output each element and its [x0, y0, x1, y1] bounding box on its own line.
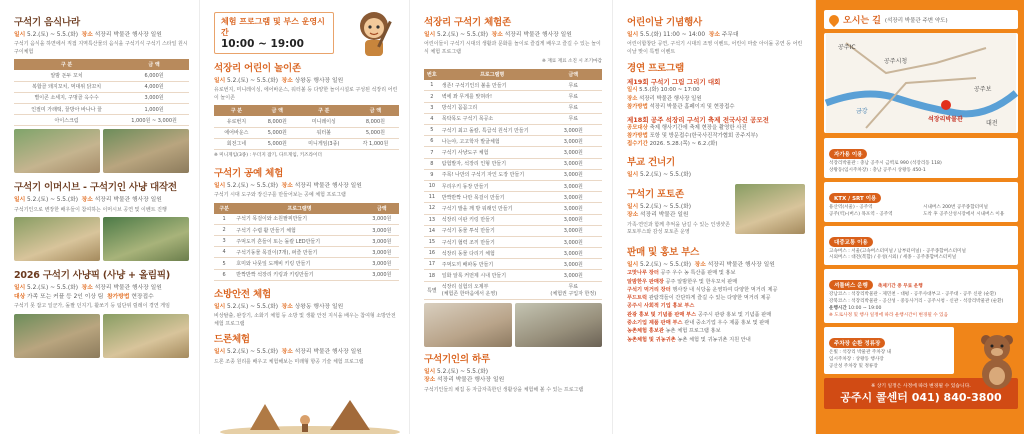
section-contest: 경연 프로그램 제19회 구석기 그림 그리기 대회 일시 5.5.(화) 10:00 ~ 17:00 장소 석장리 박물관 행사장 일원 참가방법 석장리 박물관 홈페이지 및 현장접수 제18회 공주 석장리 구석기 축제 전국사진 공모전 공모대상 축제 행사기간에 축제 현장을 촬영한 사진 참가방법 포항 및 방문접수(한국사진작가협회 공주지부) 접수기간 2026. 5.28.(목) ~ 6.2.(화): [627, 60, 805, 148]
photo: [103, 314, 189, 358]
table-row: 1 구석기 목걸이와 소원팔찌만들기 3,000원: [214, 214, 399, 225]
bus-info: 대중교통 이용 고속버스 : 서울(고속버스터미널 / 남부터미널) - 공주종합버스터미널 시외버스 : 대전(복합) / 유성(시외) / 세종 - 공주종합버스터미널: [824, 226, 1018, 266]
map-label: 석장리박물관: [928, 116, 963, 123]
map-label: 공주보: [974, 86, 992, 93]
call-center-box: ※ 상기 일정은 사정에 따라 변경될 수 있습니다. 공주시 콜센터 041) 840-3800: [824, 378, 1018, 409]
children-title: 어린이날 기념행사: [627, 17, 702, 28]
section-drone: 드론체험 일시 5.2.(토) ~ 5.5.(화) 장소 석장리 박물관 행사장 일원 드론 조종 원리를 배우고 체험해보는 미래형 항공 기술 체험 프로그램: [214, 331, 399, 366]
table-row: 11 반짝반짝 나만 목걸이 만들기 3,000원: [424, 192, 602, 203]
photozone-photo: [735, 184, 805, 234]
table-row: 9 주목! 나만의 구석기 자인 도장 만들기 3,000원: [424, 169, 602, 180]
food-photos: [14, 129, 189, 173]
table-row: 유로번지 8,000원 미니레이싱 8,000원: [214, 116, 399, 127]
table-row: 특별 석장리 실험의 오제부 (체험존 한마음에서 운영) 무료 (체험권 구입자 한정): [424, 281, 602, 299]
bear-mascot-icon: [974, 330, 1020, 390]
table-row: 6 반짝반짝 석장리 키링과 키링만들기 3,000원: [214, 269, 399, 280]
table-row: 회전그네 5,000원 미니게임(3종) 각 1,000원: [214, 138, 399, 149]
table-row: 아이스크림 1,000원 ~ 3,000원: [14, 115, 189, 126]
zone-photos: [424, 303, 602, 347]
table-row: 인절미 가래떡, 꿀방아 바나나 꿀 1,000원: [14, 103, 189, 114]
table-row: 3 방석기 꼼꼼그리 무료: [424, 102, 602, 113]
list-item: 푸드트럭 관람객들이 간단하게 즐길 수 있는 다양한 먹거리 제공: [627, 295, 771, 302]
parking-info: 주차장 순환 정류장 온빛 : 석장리 박물관 주차장 내 임시주차장 : 상왕동 행사장 공산성 주차장 및 정류장: [824, 327, 954, 374]
table-row: 에어바운스 5,000원 워터볼 5,000원: [214, 127, 399, 138]
table-row: 알밤 돈두 꼬치 6,000원: [14, 70, 189, 81]
sales-title: 판매 및 홍보 부스: [627, 246, 700, 258]
metaverse-title: 구석기 이머시브 - 구석기인 사냥 대작전: [14, 182, 177, 194]
column-directions: [816, 0, 1024, 434]
table-row: 4 구석기동물 목걸이(7개), 퍼즐 만들기 3,000원: [214, 247, 399, 258]
fire-title: 소방안전 체험: [214, 288, 271, 300]
ktx-info: KTX / SRT 이용 용산역(서울) - 공주역 공주(역)-(버스) 목포역 - 공주역 시내버스 200번 공주종합터미널 도착 후 공주산성시장에서 시내버스 이용: [824, 182, 1018, 222]
oneday-title: 구석기인의 하루: [424, 353, 490, 365]
caveman-mascot-icon: [349, 6, 399, 62]
table-row: 14 구석기 동물 투석 만들기 3,000원: [424, 225, 602, 236]
list-item: 중소기업 제품 판매 부스 관내 중소기업 우수 제품 홍보 및 판매: [627, 320, 770, 327]
section-picnic: 2026 구석기 사냥픽 (사냥 + 올림픽) 일시 5.2.(토) ~ 5.5.(화) 장소 석장리 박물관 행사장 일원 대상 가족 또는 커플 등 2인 이상 팀 참가방법 현장접수 구석기 못 잡고 일군가, 돌팔 던지기, 활쏘기 등 팀단위 릴레이 경연 게임: [14, 267, 189, 357]
section-craft: 구석기 공예 체험 일시 5.2.(토) ~ 5.5.(화) 장소 석장리 박물관 행사장 일원 구석기 시대 도구와 장신구를 만들어보는 공예 체험 프로그램 구분 프로그램명 금액 1 구석기 목걸이와 소원팔찌만들기 3,000원 2 구석기 수렵 활 만들기 체험 3,000원 3 주먹도끼 흔들이 또는 돌칼 LED만들기 3,000원 4 구석기동물 목걸이(7개), 퍼즐 만들기 3,000원 5 호미와 나뭇잎 도깨비 키링 만들기 3,000원 6 반짝반짝 석장리 키링과 키링만들기 3,000원: [214, 165, 399, 281]
zone-title: 석장리 구석기 체험존: [424, 17, 512, 28]
list-item: 농촌체험 홍보관 농촌 체험 프로그램 홍보: [627, 328, 721, 335]
table-row: 10 무리우키 동장 만들기 3,000원: [424, 180, 602, 191]
photo: [14, 217, 100, 261]
table-row: 5 구석기 최고 돌칼, 특급석 원석기 만들기 3,000원: [424, 125, 602, 136]
section-oneday: 구석기인의 하루 일시 5.2.(토) ~ 5.5.(화) 장소 석장리 박물관 행사장 일원 구석기인들의 채집 등 자급자족한던 생활상을 체험해 볼 수 있는 프로그램: [424, 351, 602, 394]
table-row: 13 석장리 이판 키링 만들기 3,000원: [424, 214, 602, 225]
table-row: 18 일화 알록 커먼제 시내 만들기 3,000원: [424, 270, 602, 281]
list-item: 구석기 먹거리 장터 행사장 내 식당을 운영하여 다양한 먹거리 제공: [627, 286, 778, 293]
photo: [103, 217, 189, 261]
list-item: 알밤한우 판매장 공주 알밤한우 및 한우꼬치 판매: [627, 278, 738, 285]
picnic-photos: [14, 314, 189, 358]
section-fire: 소방안전 체험 일시 5.2.(토) ~ 5.5.(화) 장소 상왕동 행사장 일원 비상탈출, 완강기, 소화기 체험 등 소방 및 생활 안전 지식을 배우는 참여형 소방안전 체험 프로그램: [214, 286, 399, 328]
bridge-title: 부교 건너기: [627, 156, 675, 168]
section-kids: 석장리 어린이 놀이존 일시 5.2.(토) ~ 5.5.(화) 장소 상왕동 행사장 일원 유로번지, 미니레이싱, 에어바운스, 워터볼 등 다양한 놀이시설로 구성된 석장리 어린이 놀이존 구 분 금 액 구 분 금 액 유로번지 8,000원 미니레이싱 8,000원 에어바운스 5,000원 워터볼 5,000원 회전그네 5,000원 미니게임(3종) 각 1,000원 ※ 미니게임(3종) : 두더지 잡기, 다트게임, 키즈라이더: [214, 60, 399, 160]
list-item: 고맛나루 장터 공주 우수 농 특산품 판매 및 홍보: [627, 270, 736, 277]
table-row: 5 호미와 나뭇잎 도깨비 키링 만들기 3,000원: [214, 258, 399, 269]
section-photozone: 구석기 포토존 일시 5.2.(토) ~ 5.5.(화) 장소 석장리 박물관 일원 가족·연인과 함께 추억을 남길 수 있는 인생샷존 포토부스와 감성 포토존 운영: [627, 184, 805, 240]
table-row: 7 구석기 사냥도구 체험 3,000원: [424, 147, 602, 158]
table-row: 3 주먹도끼 흔들이 또는 돌칼 LED만들기 3,000원: [214, 236, 399, 247]
column-experience: [200, 0, 410, 434]
operation-time-box: 체험 프로그램 및 부스 운영시간 10:00 ~ 19:00: [214, 12, 334, 54]
shuttle-info: 셔틀버스 운행 축제기간 중 무료 운행 강남코스 : 석장리박물관 - 제민천 - 대평 - 공주사대부고 - 공주대 - 공주 신관 (순환) 강북코스 : 석장리박물관 - 공산성 - 중동사거리 - 공주시청 - 신관 - 석장리박물관 (순환) 운행시간 10:00 ~ 19:00 ※ 도로사정 및 행사 일정에 따라 운행시간이 변경될 수 있음: [824, 269, 1018, 323]
table-row: 16 석장리 동물 다리기 체험 3,000원: [424, 248, 602, 259]
table-row: 2 벽에 꽈 무게를 맞혀라! 무료: [424, 91, 602, 102]
photozone-title: 구석기 포토존: [627, 189, 684, 201]
map-label: 대전: [986, 120, 998, 127]
metaverse-photos: [14, 217, 189, 261]
drone-title: 드론체험: [214, 334, 250, 346]
food-desc: 구석기 음식을 하면에서 직접 지역특산물의 음식을 구석기식 구석기 스타일 원시 구이체험: [14, 41, 188, 55]
photo: [14, 314, 100, 358]
map-label: 공주시청: [884, 58, 908, 65]
car-info: 자가용 이용 석장리박물관 : 충남 공주시 금벽로 990 (석장리동 118) 상왕동(임시주차장) : 충남 공주시 상왕동 450-1: [824, 138, 1018, 178]
table-row: 15 구석기 협력 조끼 만들기 3,000원: [424, 236, 602, 247]
photo: [103, 129, 189, 173]
stall-list: [627, 269, 805, 344]
location-map: [824, 33, 1018, 133]
operation-time: 10:00 ~ 19:00: [221, 38, 304, 50]
photo: [424, 303, 512, 347]
table-row: 8 탐험발자, 석장리 인형 만들기 3,000원: [424, 158, 602, 169]
photo: [14, 129, 100, 173]
photo: [515, 303, 603, 347]
call-center-name: 공주시 콜센터: [840, 390, 908, 404]
section-bridge: 부교 건너기 일시 5.2.(토) ~ 5.5.(화): [627, 154, 805, 179]
craft-title: 구석기 공예 체험: [214, 167, 284, 179]
kids-price-table: 구 분 금 액 구 분 금 액 유로번지 8,000원 미니레이싱 8,000원 에어바운스 5,000원 워터볼 5,000원 회전그네 5,000원 미니게임(3종) 각 1,000원: [214, 105, 399, 150]
directions-header: 오시는 길 (석장리 박물관 주변 약도): [824, 10, 1018, 29]
craft-table: 구분 프로그램명 금액 1 구석기 목걸이와 소원팔찌만들기 3,000원 2 구석기 수렵 활 만들기 체험 3,000원 3 주먹도끼 흔들이 또는 돌칼 LED만들기 3,000원 4 구석기동물 목걸이(7개), 퍼즐 만들기 3,000원 5 호미와 나뭇잎 도깨비 키링 만들기 3,000원 6 반짝반짝 석장리 키링과 키링만들기 3,000원: [214, 203, 399, 281]
list-item: 관광 홍보 및 기념품 판매 부스 공주시 관광 홍보 및 기념품 판매: [627, 311, 772, 318]
section-food: 구석기 음식나라 일시 5.2.(토) ~ 5.5.(화) 장소 석장리 박물관 행사장 일원 구석기 음식을 하면에서 직접 지역특산물의 음식을 구석기식 구석기 스타일 원시 구이체험 구 분 금 액 알밤 돈두 꼬치 6,000원 복합골 돼지꼬치, 먹대위 닭꼬치 4,000원 별이콘 소세지, 구멍골 옥수수 3,000원 인절미 가래떡, 꿀방아 바나나 꿀 1,000원 아이스크림 1,000원 ~ 3,000원: [14, 14, 189, 173]
table-row: 12 구석기 발을 깨 방 워래인 만들기 3,000원: [424, 203, 602, 214]
map-label: 금강: [856, 108, 868, 115]
table-row: 4 목탁목도 구석기 목공소 무료: [424, 113, 602, 124]
table-row: 별이콘 소세지, 구멍골 옥수수 3,000원: [14, 92, 189, 103]
food-price-table: 구 분 금 액 알밤 돈두 꼬치 6,000원 복합골 돼지꼬치, 먹대위 닭꼬치 4,000원 별이콘 소세지, 구멍골 옥수수 3,000원 인절미 가래떡, 꿀방아 바나나 꿀 1,000원 아이스크림 1,000원 ~ 3,000원: [14, 59, 189, 126]
section-sales: 판매 및 홍보 부스 일시 5.2.(토) ~ 5.5.(화) 장소 석장리 박물관 행사장 일원 고맛나루 장터 공주 우수 농 특산품 판매 및 홍보 알밤한우 판매장 공주 알밤한우 및 한우꼬치 판매 구석기 먹거리 장터 행사장 내 식당을 운영하여 다양한 먹거리 제공 푸드트럭 관람객들이 간단하게 즐길 수 있는 다양한 먹거리 제공 공주시 사회적 기업 홍보 부스 관광 홍보 및 기념품 판매 부스 공주시 관광 홍보 및 기념품 판매 중소기업 제품 판매 부스 관내 중소기업 우수 제품 홍보 및 판매 농촌체험 홍보관 농촌 체험 프로그램 홍보 농촌체험 및 귀농귀촌 농촌 체험 및 귀농귀촌 지원 안내: [627, 244, 805, 344]
call-center-phone[interactable]: 041) 840-3800: [911, 390, 1002, 404]
table-row: 6 나는야, 고고학자 발굴체험 3,000원: [424, 136, 602, 147]
huts-illustration-icon: [220, 394, 400, 434]
table-row: 17 주먹도끼 배파동 만들기 3,000원: [424, 259, 602, 270]
column-food-metaverse: [0, 0, 200, 434]
contest-title: 경연 프로그램: [627, 63, 684, 75]
map-illustration-icon: [824, 33, 1018, 133]
section-children: 어린이날 기념행사 일시 5.5.(화) 11:00 ~ 14:00 장소 주무대 어린이합창단 공연, 구석기 시대의 조영 이벤트, 어린이 마술 아이돌 공연 등 어린이날 맞이 특별 이벤트: [627, 14, 805, 56]
column-events: [613, 0, 816, 434]
table-row: 1 생존! 구석기인의 불을 만들기 무료: [424, 80, 602, 91]
table-row: 복합골 돼지꼬치, 먹대위 닭꼬치 4,000원: [14, 81, 189, 92]
zone-table: 번호 프로그램명 금액 1 생존! 구석기인의 불을 만들기 무료 2 벽에 꽈 무게를 맞혀라! 무료 3 방석기 꼼꼼그리 무료 4 목탁목도 구석기 목공소 무료 5 구석기 최고 돌칼, 특급석 원석기 만들기 3,000원 6 나는야, 고고학자 발굴체험 3,000원 7 구석기 사냥도구 체험 3,000원 8 탐험발자, 석장리 인형 만들기 3,000원 9 주목! 나만의 구석기 자인 도장 만들기 3,000원 10 무리우키 동장 만들기 3,000원 11 반짝반짝 나만 목걸이 만들기 3,000원 12 구석기 발을 깨 방 워래인 만들기 3,000원 13 석장리 이판 키링 만들기 3,000원 14 구석기 동물 투석 만들기 3,000원 15 구석기 협력 조끼 만들기 3,000원 16 석장리 동물 다리기 체험 3,000원 17 주먹도끼 배파동 만들기 3,000원 18 일화 알록 커먼제 시내 만들기 3,000원 특별 석장리 실험의 오제부 (체험존 한마음에서 운영) 무료 (체험권 구입자 한정): [424, 69, 602, 300]
list-item: 공주시 사회적 기업 홍보 부스: [627, 303, 695, 310]
location-pin-icon: [827, 12, 841, 26]
table-row: 2 구석기 수렵 활 만들기 체험 3,000원: [214, 224, 399, 235]
list-item: 농촌체험 및 귀농귀촌 농촌 체험 및 귀농귀촌 지원 안내: [627, 336, 751, 343]
picnic-title: 2026 구석기 사냥픽 (사냥 + 올림픽): [14, 270, 170, 282]
kids-title: 석장리 어린이 놀이존: [214, 63, 302, 74]
map-label: 공주IC: [838, 44, 856, 51]
food-title: 구석기 음식나라: [14, 17, 80, 28]
section-metaverse: 구석기 이머시브 - 구석기인 사냥 대작전 일시 5.2.(토) ~ 5.5.(화) 장소 석장리 박물관 행사장 일원 구석기인으로 변장한 배우들이 참여하는 이머시브 공연 및 이벤트 진행: [14, 179, 189, 261]
column-zone: 석장리 구석기 체험존 일시 5.2.(토) ~ 5.5.(화) 장소 석장리 박물관 행사장 일원 어린이들이 구석기 시대의 생활과 문화를 놀이로 즐겁게 배우고 즐길 수 있는 놀이식 체험 프로그램 ※ 재료 재료 소진 시 조기마감 번호 프로그램명 금액 1 생존! 구석기인의 불을 만들기 무료 2 벽에 꽈 무게를 맞혀라! 무료 3 방석기 꼼꼼그리 무료 4 목탁목도 구석기 목공소 무료 5 구석기 최고 돌칼, 특급석 원석기 만들기 3,000원 6 나는야, 고고학자 발굴체험 3,000원 7 구석기 사냥도구 체험 3,000원 8 탐험발자, 석장리 인형 만들기 3,000원 9 주목! 나만의 구석기 자인 도장 만들기 3,000원 10 무리우키 동장 만들기 3,000원 11 반짝반짝 나만 목걸이 만들기 3,000원 12 구석기 발을 깨 방 워래인 만들기 3,000원 13 석장리 이판 키링 만들기 3,000원 14 구석기 동물 투석 만들기 3,000원 15 구석기 협력 조끼 만들기 3,000원 16 석장리 동물 다리기 체험 3,000원 17 주먹도끼 배파동 만들기 3,000원 18 일화 알록 커먼제 시내 만들기 3,000원 특별 석장리 실험의 오제부 (체험존 한마음에서 운영) 무료 (체험권 구입자 한정) 구석기인의 하루 일시 5.2.(토) ~ 5.5.(화) 장소 석장리 박물관 행사장 일원 구석기인들의 채집 등 자급자족한던 생활상을 체험해 볼 수 있는 프로그램: [410, 0, 613, 434]
